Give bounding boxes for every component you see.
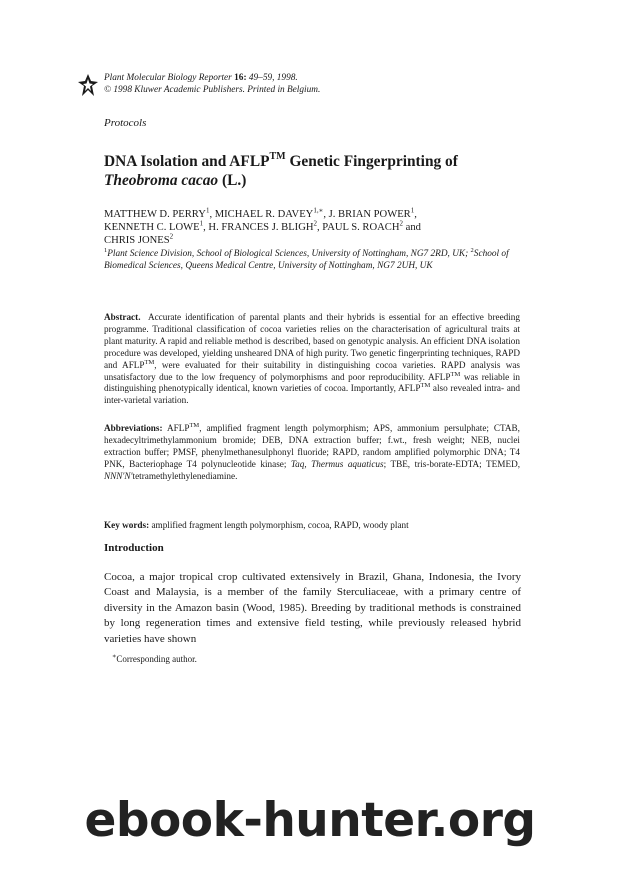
keywords-label: Key words:: [104, 520, 150, 530]
abstract: Abstract. Accurate identification of parental plants and their hybrids is essential for an effective breeding programme. Traditional classification of cocoa varieties relies on the characterisation of agricultural traits at plant maturity. A rapid and reliable method is described, based on genotypic analysis. An efficient DNA isolation procedure was developed, yielding unsheared DNA of high purity. Two genetic fingerprinting techniques, RAPD and AFLP™, were evaluated for their suitability in distinguishing cocoa varieties. RAPD analysis was unsatisfactory due to the low frequency of polymorphisms and poor reproducibility. AFLP™ was reliable in distinguishing phenotypically identical, known varieties of cocoa. Importantly, AFLP™ also revealed intra- and inter-varietal variation.: [104, 312, 520, 406]
journal-pages: 49–59, 1998.: [248, 73, 298, 83]
paper-title: [104, 148, 524, 190]
author: MATTHEW D. PERRY$^1$,: [104, 206, 215, 220]
keywords: [104, 519, 520, 531]
journal-name: Plant Molecular Biology Reporter: [104, 73, 232, 83]
title-text: DNA Isolation and AFLP: [104, 153, 270, 171]
affiliation: Plant Science Division, School of Biological Sciences, University of Nottingham, NG7 2RD, UK;: [107, 249, 471, 259]
title-species: Theobroma cacao: [104, 172, 219, 190]
author: H. FRANCES J. BLIGH$^2$,: [208, 219, 323, 233]
title-suffix: (L.): [218, 172, 247, 190]
author: MICHAEL R. $DAVEY^{1,∗}$,: [214, 206, 329, 220]
title-trademark: TM: [269, 151, 286, 162]
abbreviations: Abbreviations: AFLP™, amplified fragment length polymorphism; APS, ammonium persulphate; CTAB, hexadecyltrimethylammonium bromide; DEB, DNA extraction buffer; f.wt., fresh weight; NEB, nuclei extraction buffer; PMSF, phenylmethanesulphonyl fluoride; RAPD, random amplified polymorphic DNA; T4 PNK, Bacteriophage T4 polynucleotide kinase; Taq, Thermus aquaticus; TBE, tris-borate-EDTA; TEMED, NNN′N′tetramethylethylenediamine.: [104, 421, 520, 481]
title-text-2: Genetic Fingerprinting of: [285, 153, 458, 171]
journal-volume: 16:: [234, 73, 247, 83]
journal-header: [104, 72, 504, 96]
section-heading-introduction: Introduction: [104, 542, 164, 554]
affiliation-marker: 2: [470, 246, 474, 254]
abbreviations-label: Abbreviations:: [104, 423, 163, 433]
affiliation: School of Biomedical Sciences, Queens Medical Centre, University of Nottingham, NG7 2UH, UK: [104, 249, 509, 271]
introduction-paragraph: Cocoa, a major tropical crop cultivated extensively in Brazil, Ghana, Indonesia, the Ivory Coast and Malaysia, is a member of the family Sterculiaceae, with a primary centre of diversity in the Amazon basin (Wood, 1985). Breeding by traditional methods is constrained by long regeneration times and extensive field testing, while previously released hybrid varieties have shown: [104, 571, 521, 645]
affiliation-marker: 1: [104, 246, 108, 254]
author: J. BRIAN POWER$^1$,: [328, 206, 417, 220]
journal-copyright: © 1998 Kluwer Academic Publishers. Printed in Belgium.: [104, 85, 321, 95]
keywords-text: amplified fragment length polymorphism, cocoa, RAPD, woody plant: [149, 520, 409, 530]
watermark: ebook-hunter.org: [84, 793, 536, 848]
author: PAUL S. ROACH$^2$ and: [322, 219, 421, 233]
affiliations: [104, 248, 524, 272]
abstract-label: Abstract.: [104, 312, 141, 322]
journal-citation: [104, 72, 504, 84]
author-list: [104, 208, 524, 247]
author: KENNETH C. LOWE$^1$,: [104, 219, 209, 233]
footnote: [112, 654, 197, 664]
footnote-marker: ∗: [112, 653, 117, 660]
section-label: Protocols: [104, 117, 147, 129]
author: CHRIS JONES$^2$: [104, 232, 174, 246]
footnote-text: Corresponding author.: [116, 654, 197, 664]
kluwer-logo-icon: [78, 74, 98, 96]
